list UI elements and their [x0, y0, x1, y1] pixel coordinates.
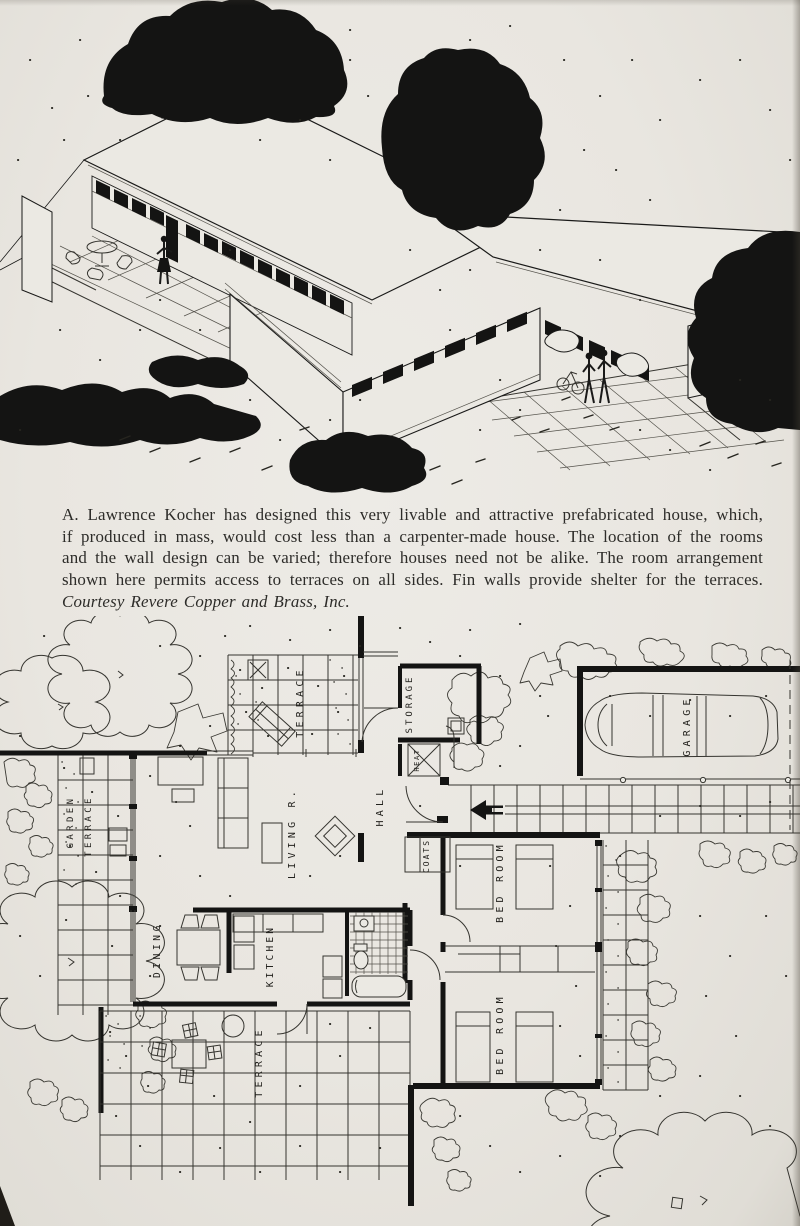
terrace-top [228, 655, 358, 755]
caption-block [62, 504, 763, 613]
room-label-coats: COATS [422, 838, 431, 874]
terrace-bottom [100, 1007, 411, 1206]
room-label-kitchen: KITCHEN [265, 924, 276, 988]
room-label-garage: GARAGE [682, 695, 693, 757]
living-room [0, 749, 358, 912]
room-label-terrace-top: TERRACE [295, 666, 306, 738]
hall-storage [359, 616, 481, 862]
room-label-garden-terrace: TERRACE [84, 795, 94, 857]
room-label-heat: HEAT [413, 748, 421, 772]
caption-line: shown here permits access to terraces on all sides. Fin walls provide shelter for the terraces. [62, 570, 763, 590]
perspective-illustration [0, 0, 800, 497]
room-label-terrace-bottom: TERRACE [254, 1026, 265, 1098]
page-corner-shadow [0, 1186, 15, 1226]
plan-stipple-fine [62, 660, 618, 1082]
room-label-hall: HALL [375, 785, 386, 827]
room-label-living: LIVING R. [287, 787, 298, 879]
caption-line: A. Lawrence Kocher has designed this very livable and attractive prefabricated house, which, [62, 505, 763, 524]
room-label-bedroom-lower: BED ROOM [495, 993, 506, 1075]
entry-walkway [406, 777, 800, 833]
entry-arrow [470, 800, 503, 820]
room-label-storage: STORAGE [405, 674, 415, 734]
caption-line: and the wall design can be varied; therefore houses need not be alike. The room arrangement [62, 548, 763, 568]
dining-kitchen-bath [131, 910, 410, 1034]
caption-line: if produced in mass, would cost less than a carpenter-made house. The location of the rooms [62, 526, 763, 546]
floor-plan [0, 616, 800, 1226]
room-label-dining: DINING [152, 922, 163, 978]
room-label-garden: GARDEN [66, 795, 76, 849]
room-label-bedroom-upper: BED ROOM [495, 841, 506, 923]
bathroom [350, 912, 408, 997]
plan-marker-square [671, 1197, 682, 1208]
plan-shrubs [4, 638, 797, 1191]
page-edge-shadow-top [0, 0, 800, 6]
caption-credit: Courtesy Revere Copper and Brass, Inc. [62, 591, 350, 611]
bedroom-wing [405, 835, 648, 1090]
page-edge-shadow-right [792, 0, 800, 1226]
garage [577, 660, 800, 830]
fin-wall-left [22, 196, 52, 302]
